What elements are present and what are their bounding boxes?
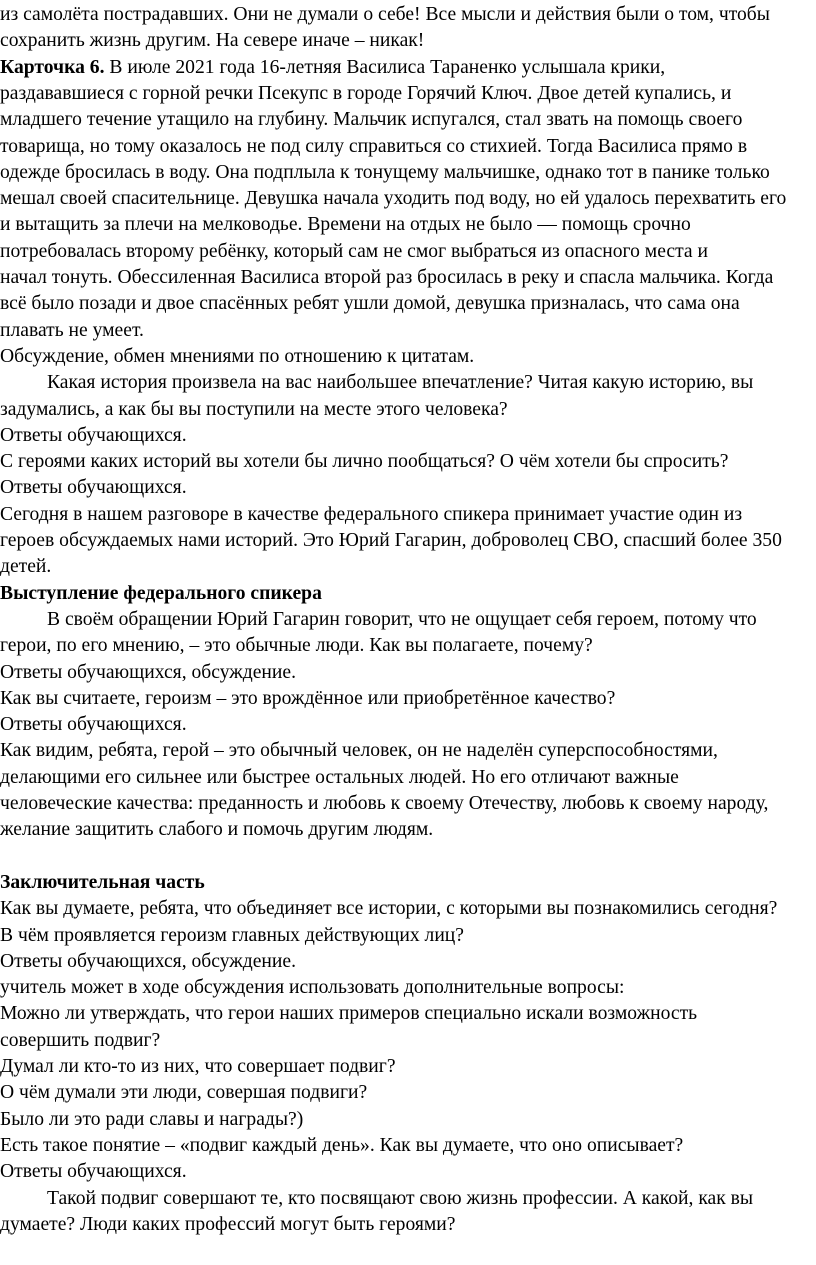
text-run: одежде бросилась в воду. Она подплыла к тонущему мальчишке, однако тот в панике только bbox=[0, 161, 770, 183]
text-line bbox=[0, 949, 296, 975]
text-run: героев обсуждаемых нами историй. Это Юрий Гагарин, доброволец СВО, спасший более 350 bbox=[0, 530, 782, 551]
text-run: Ответы обучающихся. bbox=[0, 424, 187, 446]
text-line bbox=[0, 581, 322, 607]
text-run: Как видим, ребята, герой – это обычный человек, он не наделён суперспособностями, bbox=[0, 740, 718, 762]
text-line bbox=[0, 896, 777, 922]
text-line bbox=[0, 28, 424, 54]
text-run: Какая история произвела на вас наибольшее впечатление? Читая какую историю, вы bbox=[47, 372, 754, 394]
text-line bbox=[0, 686, 615, 712]
text-run: Ответы обучающихся. bbox=[0, 1161, 187, 1183]
text-line bbox=[0, 397, 508, 423]
text-run: Ответы обучающихся. bbox=[0, 477, 187, 499]
text-line bbox=[0, 1133, 683, 1159]
text-run: В чём проявляется героизм главных действующих лиц? bbox=[0, 924, 464, 946]
text-run: Ответы обучающихся. bbox=[0, 714, 187, 736]
text-run: Сегодня в нашем разговоре в качестве федерального спикера принимает участие один из bbox=[0, 503, 743, 525]
text-line bbox=[0, 528, 782, 554]
text-run: начал тонуть. Обессиленная Василиса второй раз бросилась в реку и спасла мальчика. Когда bbox=[0, 267, 774, 288]
text-line bbox=[0, 186, 786, 212]
text-run: Можно ли утверждать, что герои наших примеров специально искали возможность bbox=[0, 1003, 698, 1025]
text-run: раздававшиеся с горной речки Псекупс в городе Горячий Ключ. Двое детей купались, и bbox=[0, 82, 732, 104]
text-line bbox=[0, 344, 474, 370]
text-run: делающими его сильнее или быстрее остальных людей. Но его отличают важные bbox=[0, 766, 679, 788]
text-line bbox=[0, 1107, 303, 1133]
text-line bbox=[0, 1159, 187, 1185]
text-line bbox=[0, 765, 679, 791]
text-line bbox=[0, 1080, 367, 1106]
text-run: Обсуждение, обмен мнениями по отношению к цитатам. bbox=[0, 345, 475, 367]
text-run: мешал своей спасительнице. Девушка начала уходить под воду, но ей удалось перехватить его bbox=[0, 188, 787, 210]
text-line bbox=[0, 1054, 396, 1080]
text-run: Такой подвиг совершают те, кто посвящают свою жизнь профессии. А какой, как вы bbox=[47, 1187, 754, 1209]
text-line bbox=[0, 554, 51, 580]
bold-text-run: Выступление федерального спикера bbox=[0, 582, 322, 604]
text-run: Было ли это ради славы и награды?) bbox=[0, 1108, 304, 1130]
text-run: О чём думали эти люди, совершая подвиги? bbox=[0, 1082, 368, 1104]
text-line bbox=[0, 81, 731, 107]
text-line bbox=[0, 318, 144, 344]
text-line bbox=[47, 1186, 753, 1212]
text-run: герои, по его мнению, – это обычные люди. Как вы полагаете, почему? bbox=[0, 635, 593, 657]
text-run: человеческие качества: преданность и любовь к своему Отечеству, любовь к своему народу, bbox=[0, 793, 769, 814]
bold-text-run: Заключительная часть bbox=[0, 871, 205, 893]
text-run: С героями каких историй вы хотели бы лично пообщаться? О чём хотели бы спросить? bbox=[0, 451, 729, 473]
text-line bbox=[47, 607, 757, 633]
text-run: думаете? Люди каких профессий могут быть героями? bbox=[0, 1213, 456, 1235]
text-line bbox=[0, 817, 433, 843]
text-line bbox=[0, 1028, 160, 1054]
text-run: Есть такое понятие – «подвиг каждый день». Как вы думаете, что оно описывает? bbox=[0, 1134, 684, 1156]
text-line bbox=[0, 791, 768, 817]
text-line bbox=[0, 870, 205, 896]
text-run: учитель может в ходе обсуждения использовать дополнительные вопросы: bbox=[0, 977, 625, 999]
text-run: товарища, но тому оказалось не под силу справиться со стихией. Тогда Василиса прямо в bbox=[0, 135, 748, 157]
text-run: из самолёта пострадавших. Они не думали о себе! Все мысли и действия были о том, чтобы bbox=[0, 4, 770, 25]
text-run: всё было позади и двое спасённых ребят ушли домой, девушка призналась, что сама она bbox=[0, 293, 740, 315]
text-line bbox=[0, 633, 593, 659]
text-run: желание защитить слабого и помочь другим людям. bbox=[0, 819, 434, 841]
text-run: детей. bbox=[0, 556, 52, 578]
text-line bbox=[47, 370, 753, 396]
text-line bbox=[0, 265, 773, 291]
text-line bbox=[0, 160, 770, 186]
text-line bbox=[0, 55, 665, 81]
text-run: Ответы обучающихся, обсуждение. bbox=[0, 950, 297, 972]
text-line bbox=[0, 239, 708, 265]
text-line bbox=[0, 712, 187, 738]
text-run: плавать не умеет. bbox=[0, 319, 144, 341]
text-line bbox=[0, 738, 718, 764]
text-line bbox=[0, 975, 624, 1001]
text-run: совершить подвиг? bbox=[0, 1029, 161, 1051]
text-line bbox=[0, 212, 691, 238]
text-line bbox=[0, 1212, 455, 1238]
text-line bbox=[0, 502, 742, 528]
text-run: сохранить жизнь другим. На севере иначе – никак! bbox=[0, 30, 425, 52]
text-run: В июле 2021 года 16-летняя Василиса Тараненко услышала крики, bbox=[104, 56, 666, 78]
text-line bbox=[0, 107, 742, 133]
text-run: задумались, а как бы вы поступили на месте этого человека? bbox=[0, 398, 508, 420]
text-run: В своём обращении Юрий Гагарин говорит, что не ощущает себя героем, потому что bbox=[47, 608, 757, 630]
text-line bbox=[0, 2, 770, 28]
text-run: потребовалась второму ребёнку, который сам не смог выбраться из опасного места и bbox=[0, 240, 708, 262]
text-run: Как вы думаете, ребята, что объединяет все истории, с которыми вы познакомились сегодня? bbox=[0, 898, 778, 920]
text-run: Думал ли кто-то из них, что совершает подвиг? bbox=[0, 1056, 396, 1077]
text-line bbox=[0, 134, 747, 160]
text-line bbox=[0, 660, 296, 686]
text-line bbox=[0, 291, 740, 317]
text-line bbox=[0, 423, 187, 449]
text-line bbox=[0, 1001, 697, 1027]
text-run: Ответы обучающихся, обсуждение. bbox=[0, 661, 297, 683]
text-line bbox=[0, 449, 728, 475]
bold-text-run: Карточка 6. bbox=[0, 56, 105, 78]
text-run: Как вы считаете, героизм – это врождённое или приобретённое качество? bbox=[0, 687, 616, 709]
text-run: и вытащить за плечи на мелководье. Времени на отдых не было — помощь срочно bbox=[0, 214, 691, 236]
text-run: младшего течение утащило на глубину. Мальчик испугался, стал звать на помощь своего bbox=[0, 109, 743, 131]
text-line bbox=[0, 923, 464, 949]
text-line bbox=[0, 475, 187, 501]
